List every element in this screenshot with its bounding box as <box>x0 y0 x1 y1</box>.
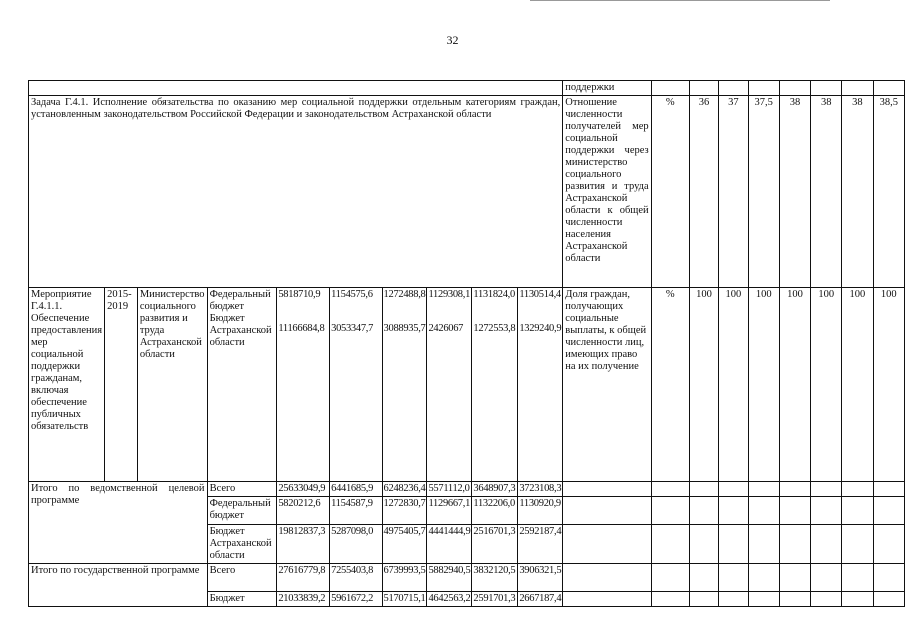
measure-unit: % <box>651 288 689 482</box>
amount: 1129667,1 <box>427 497 472 525</box>
amount: 6739993,5 <box>382 564 427 592</box>
amount: 2592187,4 <box>518 525 563 564</box>
amount: 19812837,3 <box>277 525 330 564</box>
amount: 7255403,8 <box>330 564 382 592</box>
amount: 1132206,0 <box>472 497 518 525</box>
measure-amount-cell <box>427 288 472 482</box>
continuation-row <box>29 81 905 96</box>
amount: 5820212,6 <box>277 497 330 525</box>
task-value: 38,5 <box>873 96 904 288</box>
amount: 2426067 <box>428 323 464 334</box>
measure-target: 100 <box>748 288 779 482</box>
dept-total-label: Итого по ведомственной целевой программе <box>29 482 208 564</box>
measure-indicator: Доля граждан, получающих социальные выплаты, к общей численности лиц, имеющих право на их получение <box>563 288 651 482</box>
task-value: 38 <box>842 96 873 288</box>
amount: 3906321,5 <box>518 564 563 592</box>
amount: 27616779,8 <box>277 564 330 592</box>
amount: 25633049,9 <box>277 482 330 497</box>
amount: 5882940,5 <box>427 564 472 592</box>
measure-target: 100 <box>779 288 810 482</box>
source-label: Бюджет Астраханской области <box>209 313 272 348</box>
task-unit: % <box>651 96 689 288</box>
amount: 1129308,1 <box>428 289 471 300</box>
amount: 11166684,8 <box>278 323 325 334</box>
amount: 4441444,9 <box>427 525 472 564</box>
state-total-row <box>29 564 905 592</box>
row-label: Всего <box>207 564 277 592</box>
amount: 5170715,1 <box>382 592 427 607</box>
row-label: Всего <box>207 482 277 497</box>
amount: 1130514,4 <box>519 289 561 300</box>
task-row <box>29 96 905 288</box>
measure-target: 100 <box>719 288 748 482</box>
source-label: Федеральный бюджет <box>209 289 271 312</box>
task-value: 38 <box>811 96 842 288</box>
measure-target: 100 <box>842 288 873 482</box>
task-title: Задача Г.4.1. Исполнение обязательства по оказанию мер социальной поддержки отдельным категориям граждан, установленным законодательством Российской Федерации и законодательством Астраханской области <box>29 96 563 288</box>
dept-total-row <box>29 482 905 497</box>
amount: 3832120,5 <box>472 564 518 592</box>
amount: 1329240,9 <box>519 323 562 334</box>
amount: 2667187,4 <box>518 592 563 607</box>
measure-amount-cell <box>330 288 382 482</box>
task-value: 37 <box>719 96 748 288</box>
amount: 4975405,7 <box>382 525 427 564</box>
measure-amount-cell <box>382 288 427 482</box>
amount: 4642563,2 <box>427 592 472 607</box>
measure-target: 100 <box>811 288 842 482</box>
continuation-text: поддержки <box>563 81 651 96</box>
measure-period: 2015-2019 <box>105 288 138 482</box>
amount: 5961672,2 <box>330 592 382 607</box>
amount: 5818710,9 <box>278 289 321 300</box>
amount: 6248236,4 <box>382 482 427 497</box>
amount: 1130920,9 <box>518 497 563 525</box>
program-table <box>28 80 905 607</box>
amount: 21033839,2 <box>277 592 330 607</box>
measure-amount-cell <box>472 288 518 482</box>
measure-sources <box>207 288 277 482</box>
measure-target: 100 <box>873 288 904 482</box>
amount: 1272553,8 <box>473 323 516 334</box>
task-value: 36 <box>689 96 718 288</box>
amount: 1154575,6 <box>331 289 373 300</box>
measure-executor: Министерство социального развития и труда Астраханской области <box>137 288 207 482</box>
row-label: Бюджет Астраханской области <box>207 525 277 564</box>
measure-target: 100 <box>689 288 718 482</box>
amount: 5571112,0 <box>427 482 472 497</box>
amount: 3053347,7 <box>331 323 374 334</box>
amount: 2591701,3 <box>472 592 518 607</box>
scan-top-line <box>530 0 830 3</box>
amount: 2516701,3 <box>472 525 518 564</box>
measure-name: Мероприятие Г.4.1.1. Обеспечение предоставления мер социальной поддержки гражданам, включая обеспечение публичных обязательств <box>29 288 105 482</box>
amount: 1154587,9 <box>330 497 382 525</box>
amount: 1272488,8 <box>383 289 426 300</box>
page-number: 32 <box>446 33 459 47</box>
amount: 6441685,9 <box>330 482 382 497</box>
row-label: Бюджет <box>207 592 277 607</box>
amount: 3723108,3 <box>518 482 563 497</box>
measure-amount-cell <box>518 288 563 482</box>
amount: 3088935,7 <box>383 323 426 334</box>
amount: 5287098,0 <box>330 525 382 564</box>
measure-amount-cell <box>277 288 330 482</box>
task-indicator: Отношение численности получателей мер социальной поддержки через министерство социального развития и труда Астраханской области к общей численности населения Астраханской области <box>563 96 651 288</box>
amount: 3648907,3 <box>472 482 518 497</box>
measure-row <box>29 288 905 482</box>
amount: 1272830,7 <box>382 497 427 525</box>
task-value: 38 <box>779 96 810 288</box>
task-value: 37,5 <box>748 96 779 288</box>
row-label: Федеральный бюджет <box>207 497 277 525</box>
amount: 1131824,0 <box>473 289 515 300</box>
state-total-label: Итого по государственной программе <box>29 564 208 607</box>
